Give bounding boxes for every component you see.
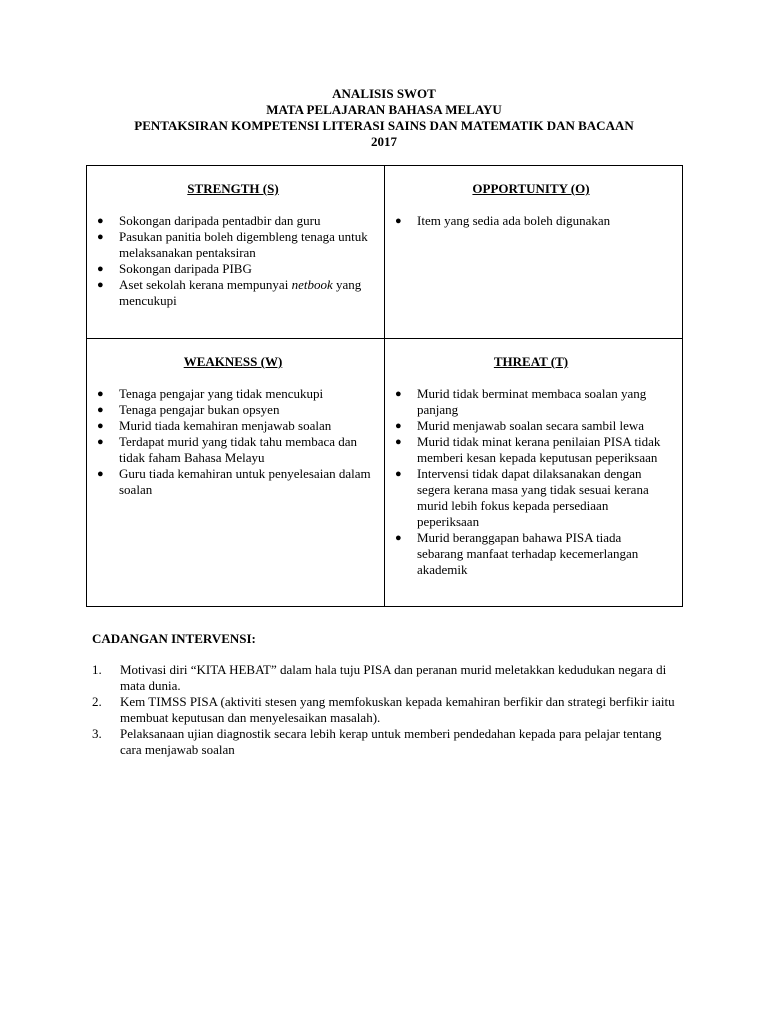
bullet-icon: ● [97,279,104,291]
item-number: 3. [92,726,102,741]
list-item [94,261,372,277]
list-item [392,418,670,434]
weakness-item-text: Terdapat murid yang tidak tahu membaca dan tidak faham Bahasa Melayu [119,434,358,465]
bullet-icon: ● [97,468,104,480]
strength-item-text-b: yang mencukupi [119,277,362,308]
threat-item-text: Murid beranggapan bahawa PISA tiada sebarang manfaat terhadap kecemerlangan akademik [417,530,639,577]
threat-list [392,386,670,578]
bullet-icon: ● [395,468,402,480]
intervention-item-text: Pelaksanaan ujian diagnostik secara lebih kerap untuk memberi pendedahan kepada para pelajar tentang cara menjawab soalan [120,726,662,757]
header-title: ANALISIS SWOT [332,86,436,101]
intervention-list [92,662,682,758]
weakness-list [94,386,372,498]
weakness-heading: WEAKNESS (W) [183,354,283,369]
strength-item-text: Pasukan panitia boleh digembleng tenaga untuk melaksanakan pentaksiran [119,229,368,260]
threat-item-text: Murid tidak minat kerana penilaian PISA tidak memberi kesan kepada keputusan peperiksaan [417,434,661,465]
list-item [392,213,670,229]
list-item [92,694,682,726]
intervention-item-text: Motivasi diri “KITA HEBAT” dalam hala tuju PISA dan peranan murid meletakkan kedudukan negara di mata dunia. [120,662,667,693]
threat-heading: THREAT (T) [493,354,569,369]
strength-list [94,213,372,309]
swot-table [86,165,683,607]
list-item [94,213,372,229]
opportunity-heading: OPPORTUNITY (O) [472,181,590,196]
list-item [92,726,682,758]
bullet-icon: ● [395,388,402,400]
intervention-heading: CADANGAN INTERVENSI: [92,631,256,646]
weakness-cell [87,339,385,607]
bullet-icon: ● [97,263,104,275]
weakness-item-text: Guru tiada kemahiran untuk penyelesaian dalam soalan [119,466,371,497]
strength-cell [87,166,385,339]
bullet-icon: ● [97,404,104,416]
list-item [94,386,372,402]
bullet-icon: ● [395,436,402,448]
strength-item-italic-term: netbook [291,277,333,292]
strength-item-text: Sokongan daripada pentadbir dan guru [119,213,321,228]
header-assessment: PENTAKSIRAN KOMPETENSI LITERASI SAINS DAN MATEMATIK DAN BACAAN [134,118,634,133]
list-item [94,277,372,309]
list-item [94,434,372,466]
bullet-icon: ● [395,215,402,227]
threat-item-text: Murid menjawab soalan secara sambil lewa [417,418,645,433]
bullet-icon: ● [97,436,104,448]
bullet-icon: ● [395,532,402,544]
document-header [86,86,682,150]
list-item [392,386,670,418]
bullet-icon: ● [97,420,104,432]
list-item [92,662,682,694]
list-item [94,229,372,261]
header-year: 2017 [371,134,397,149]
bullet-icon: ● [97,231,104,243]
list-item [392,530,670,578]
opportunity-item-text: Item yang sedia ada boleh digunakan [417,213,611,228]
strength-item-text: Sokongan daripada PIBG [119,261,252,276]
weakness-item-text: Tenaga pengajar bukan opsyen [119,402,280,417]
opportunity-cell [385,166,683,339]
item-number: 2. [92,694,102,709]
intervention-section [92,631,682,758]
opportunity-list [392,213,670,229]
list-item [94,466,372,498]
strength-heading: STRENGTH (S) [187,181,279,196]
list-item [392,434,670,466]
threat-cell [385,339,683,607]
threat-item-text: Murid tidak berminat membaca soalan yang panjang [417,386,647,417]
header-subject: MATA PELAJARAN BAHASA MELAYU [266,102,502,117]
list-item [94,402,372,418]
list-item [392,466,670,530]
bullet-icon: ● [97,388,104,400]
bullet-icon: ● [395,420,402,432]
bullet-icon: ● [97,215,104,227]
threat-item-text: Intervensi tidak dapat dilaksanakan dengan segera kerana masa yang tidak sesuai kerana murid lebih fokus kepada persediaan peperiksaan [417,466,649,529]
intervention-item-text: Kem TIMSS PISA (aktiviti stesen yang memfokuskan kepada kemahiran berfikir dan strategi berfikir iaitu membuat keputusan dan menyelesaikan masalah). [120,694,675,725]
strength-item-text-a: Aset sekolah kerana mempunyai [119,277,292,292]
list-item [94,418,372,434]
weakness-item-text: Murid tiada kemahiran menjawab soalan [119,418,332,433]
weakness-item-text: Tenaga pengajar yang tidak mencukupi [119,386,324,401]
item-number: 1. [92,662,102,677]
